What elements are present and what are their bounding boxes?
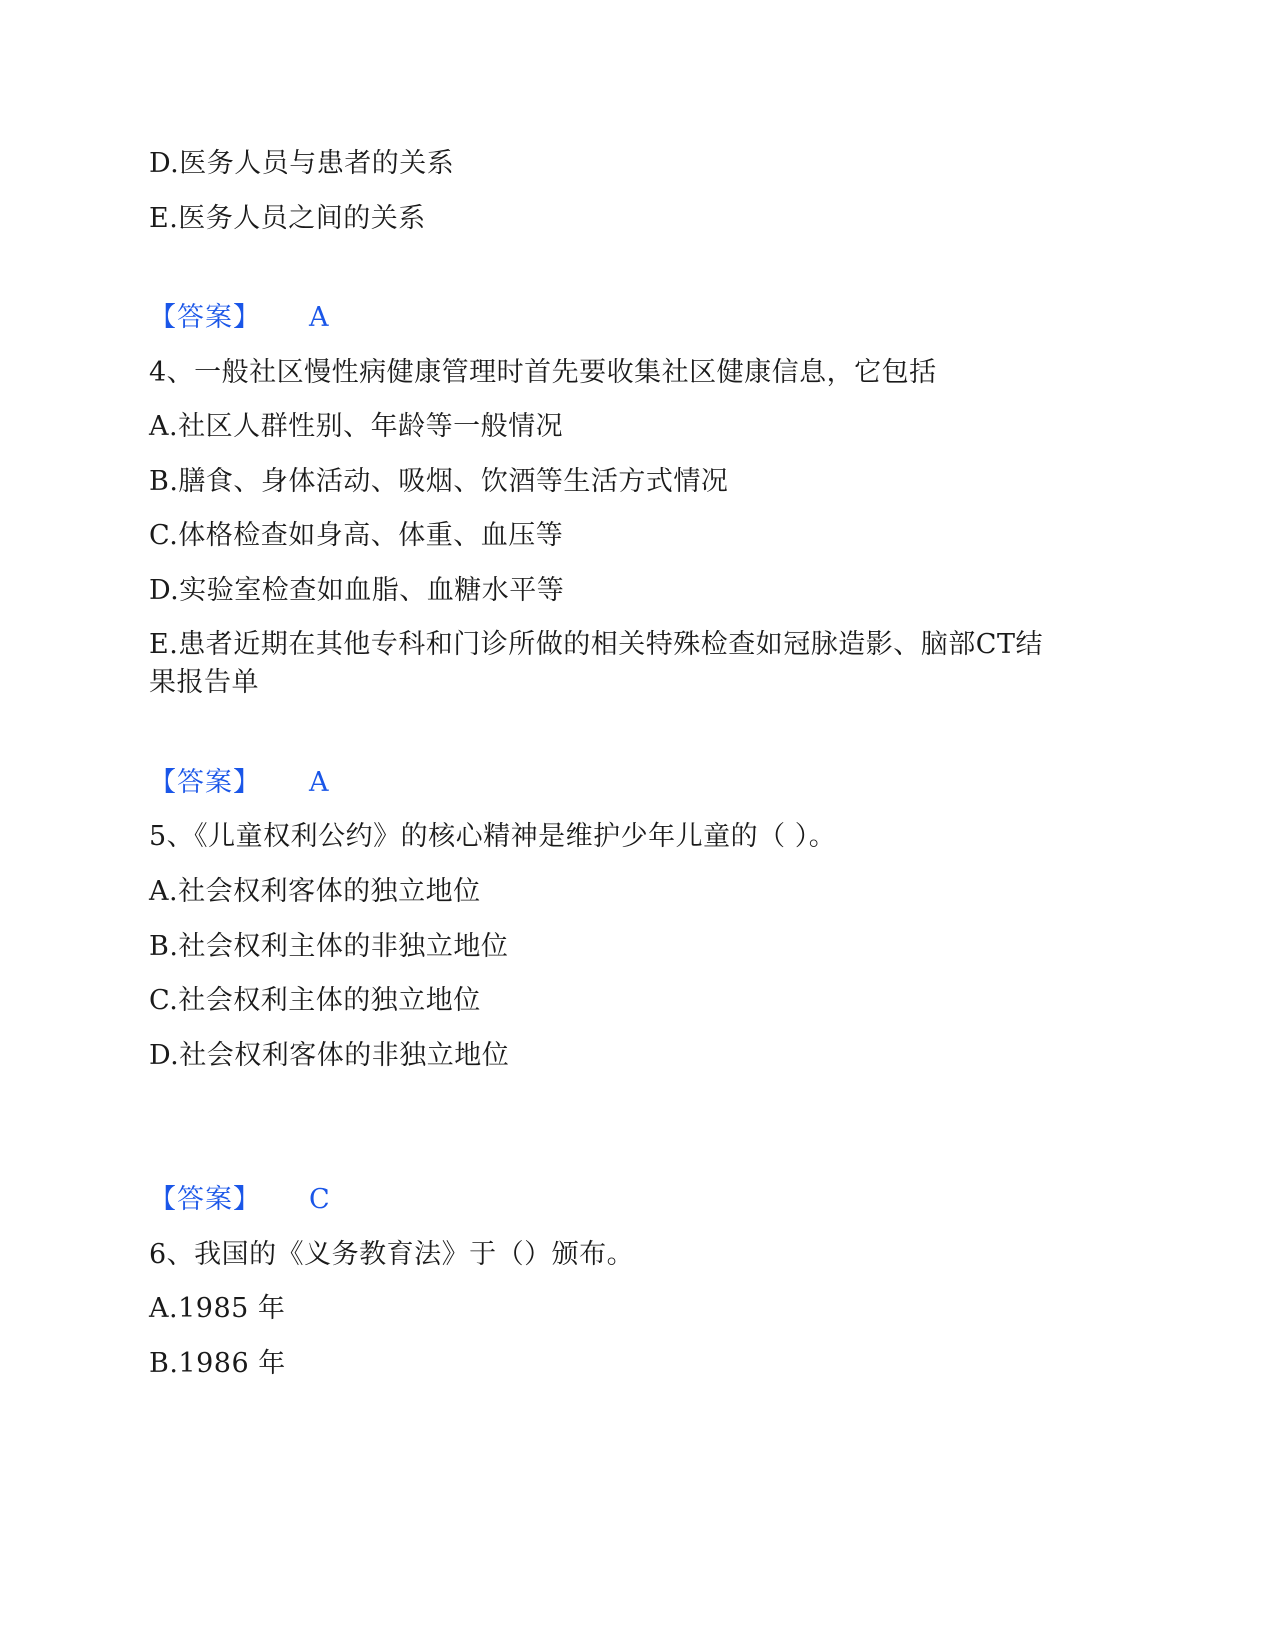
- q4-stem: 4、一般社区慢性病健康管理时首先要收集社区健康信息，它包括: [149, 357, 937, 388]
- q6-option-b: B.1986 年: [149, 1348, 286, 1379]
- q4-option-c: C.体格检查如身高、体重、血压等: [149, 520, 564, 551]
- q5-stem: 5、《儿童权利公约》的核心精神是维护少年儿童的（ ）。: [149, 821, 837, 852]
- q4-option-a: A.社区人群性别、年龄等一般情况: [149, 411, 564, 442]
- answer-value: A: [309, 767, 329, 798]
- q4-option-e: E.患者近期在其他专科和门诊所做的相关特殊检查如冠脉造影、脑部CT结: [149, 629, 1043, 660]
- q5-option-b: B.社会权利主体的非独立地位: [149, 931, 509, 962]
- answer-value: C: [309, 1184, 330, 1215]
- answer-value: A: [309, 302, 329, 333]
- q5-option-d: D.社会权利客体的非独立地位: [149, 1040, 510, 1071]
- q4-option-e-continued: 果报告单: [149, 667, 259, 698]
- q6-option-a: A.1985 年: [149, 1293, 286, 1324]
- q3-option-e: E.医务人员之间的关系: [149, 203, 426, 234]
- q4-option-b: B.膳食、身体活动、吸烟、饮酒等生活方式情况: [149, 466, 729, 497]
- q6-stem: 6、我国的《义务教育法》于（）颁布。: [149, 1239, 635, 1270]
- q3-answer: [149, 301, 449, 335]
- answer-label: 【答案】: [149, 1184, 261, 1215]
- answer-label: 【答案】: [149, 767, 261, 798]
- q5-answer: [149, 1183, 449, 1217]
- q5-option-c: C.社会权利主体的独立地位: [149, 985, 481, 1016]
- q4-answer: [149, 766, 449, 800]
- q5-option-a: A.社会权利客体的独立地位: [149, 876, 481, 907]
- q4-option-d: D.实验室检查如血脂、血糖水平等: [149, 575, 565, 606]
- answer-label: 【答案】: [149, 302, 261, 333]
- q3-option-d: D.医务人员与患者的关系: [149, 148, 455, 179]
